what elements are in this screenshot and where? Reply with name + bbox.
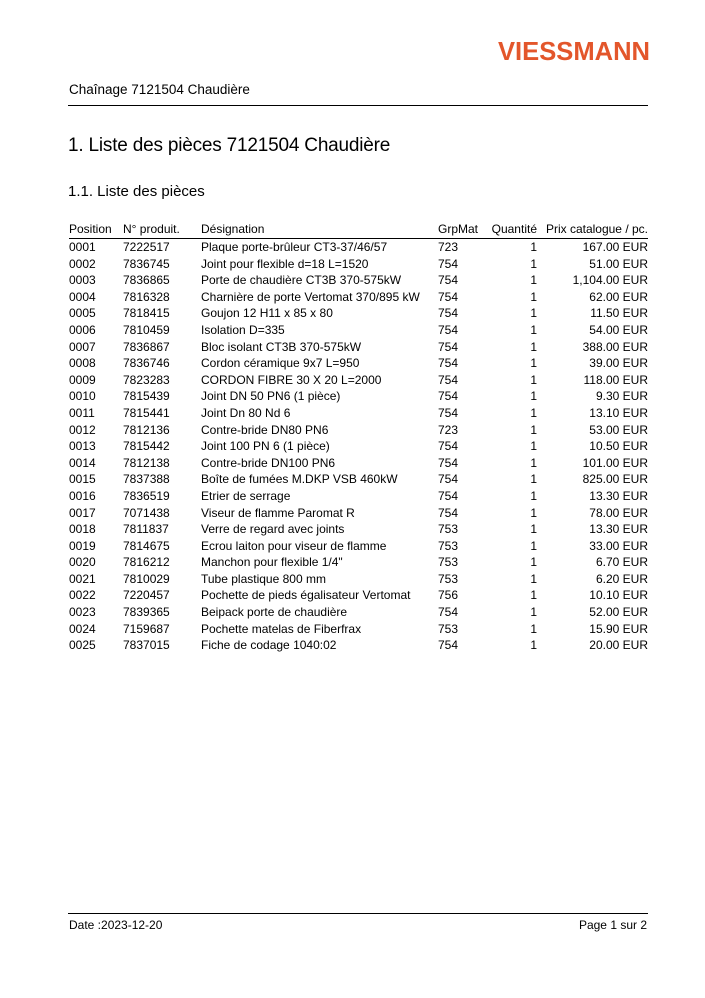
cell-quantity: 1: [530, 372, 537, 387]
cell-grpmat: 754: [438, 306, 459, 321]
table-row: [69, 471, 648, 488]
cell-product-number: 7810459: [123, 322, 170, 337]
cell-product-number: 7811837: [123, 522, 169, 537]
cell-price: 39.00 EUR: [589, 356, 648, 371]
table-row: [69, 339, 648, 356]
header-divider: [68, 105, 648, 106]
cell-position: 0020: [69, 555, 96, 570]
cell-position: 0024: [69, 621, 96, 636]
cell-product-number: 7818415: [123, 306, 170, 321]
table-row: [69, 621, 648, 638]
cell-product-number: 7815442: [123, 439, 170, 454]
cell-designation: Contre-bride DN80 PN6: [201, 422, 329, 437]
cell-product-number: 7159687: [123, 621, 170, 636]
cell-product-number: 7812136: [123, 422, 170, 437]
cell-grpmat: 754: [438, 322, 459, 337]
cell-price: 118.00 EUR: [583, 372, 648, 387]
cell-quantity: 1: [530, 472, 537, 487]
page-title: 1. Liste des pièces 7121504 Chaudière: [68, 135, 391, 156]
cell-price: 825.00 EUR: [582, 472, 648, 487]
cell-price: 54.00 EUR: [589, 322, 648, 337]
cell-grpmat: 754: [438, 472, 459, 487]
cell-price: 101.00 EUR: [582, 455, 648, 470]
cell-product-number: 7815441: [123, 405, 170, 420]
cell-designation: Verre de regard avec joints: [201, 522, 345, 537]
table-row: [69, 322, 648, 339]
table-row: [69, 405, 648, 422]
cell-product-number: 7071438: [123, 505, 170, 520]
svg-text:VIESSMANN: VIESSMANN: [498, 36, 650, 66]
col-header-designation: Désignation: [201, 221, 438, 239]
cell-quantity: 1: [530, 339, 537, 354]
table-row: [69, 455, 648, 472]
cell-grpmat: 723: [438, 422, 459, 437]
cell-position: 0017: [69, 505, 96, 520]
cell-product-number: 7816212: [123, 555, 170, 570]
cell-designation: Contre-bride DN100 PN6: [201, 455, 336, 470]
cell-quantity: 1: [530, 422, 537, 437]
cell-grpmat: 754: [438, 356, 459, 371]
col-header-product-number: N° produit.: [123, 221, 201, 239]
cell-designation: Bloc isolant CT3B 370-575kW: [201, 339, 362, 354]
cell-quantity: 1: [530, 605, 537, 620]
cell-position: 0007: [69, 339, 96, 354]
cell-position: 0011: [69, 405, 95, 420]
cell-product-number: 7222517: [123, 240, 170, 254]
cell-grpmat: 753: [438, 571, 459, 586]
cell-price: 10.50 EUR: [589, 439, 648, 454]
table-row: [69, 637, 648, 654]
cell-grpmat: 754: [438, 372, 459, 387]
table-row: [69, 488, 648, 505]
cell-designation: Porte de chaudière CT3B 370-575kW: [201, 273, 402, 288]
cell-designation: Joint Dn 80 Nd 6: [201, 405, 291, 420]
cell-designation: Viseur de flamme Paromat R: [201, 505, 355, 520]
cell-position: 0019: [69, 538, 96, 553]
cell-product-number: 7812138: [123, 455, 170, 470]
cell-quantity: 1: [530, 621, 537, 636]
cell-price: 167.00 EUR: [582, 240, 648, 254]
cell-quantity: 1: [530, 505, 537, 520]
viessmann-logo: [498, 34, 650, 68]
cell-position: 0023: [69, 605, 96, 620]
cell-product-number: 7814675: [123, 538, 170, 553]
cell-designation: Manchon pour flexible 1/4": [201, 555, 343, 570]
cell-designation: Cordon céramique 9x7 L=950: [201, 356, 360, 371]
cell-price: 1,104.00 EUR: [572, 273, 648, 288]
table-row: [69, 256, 648, 273]
cell-designation: Joint 100 PN 6 (1 pièce): [201, 439, 330, 454]
cell-product-number: 7836867: [123, 339, 170, 354]
cell-grpmat: 754: [438, 439, 459, 454]
table-row: [69, 372, 648, 389]
table-row: [69, 438, 648, 455]
cell-quantity: 1: [530, 389, 537, 404]
cell-price: 53.00 EUR: [589, 422, 648, 437]
cell-price: 13.10 EUR: [589, 405, 648, 420]
cell-quantity: 1: [530, 522, 537, 537]
table-row: [69, 305, 648, 322]
table-row: [69, 388, 648, 405]
cell-position: 0016: [69, 488, 96, 503]
cell-product-number: 7815439: [123, 389, 170, 404]
cell-product-number: 7823283: [123, 372, 170, 387]
cell-quantity: 1: [530, 289, 537, 304]
cell-quantity: 1: [530, 488, 537, 503]
cell-product-number: 7220457: [123, 588, 170, 603]
cell-quantity: 1: [530, 455, 537, 470]
cell-position: 0006: [69, 322, 96, 337]
cell-product-number: 7839365: [123, 605, 170, 620]
cell-product-number: 7836865: [123, 273, 170, 288]
table-row: [69, 422, 648, 439]
cell-designation: Plaque porte-brûleur CT3-37/46/57: [201, 240, 388, 254]
cell-price: 51.00 EUR: [589, 256, 648, 271]
cell-price: 33.00 EUR: [589, 538, 648, 553]
col-header-position: Position: [69, 221, 123, 239]
cell-grpmat: 754: [438, 405, 459, 420]
col-header-grpmat: GrpMat: [438, 221, 490, 239]
table-row: [69, 604, 648, 621]
document-header-title: Chaînage 7121504 Chaudière: [69, 82, 250, 97]
parts-table-body: [69, 239, 648, 654]
cell-price: 13.30 EUR: [589, 488, 648, 503]
cell-quantity: 1: [530, 538, 537, 553]
cell-position: 0021: [69, 571, 96, 586]
cell-quantity: 1: [530, 240, 537, 254]
table-row: [69, 272, 648, 289]
cell-position: 0004: [69, 289, 96, 304]
cell-designation: Tube plastique 800 mm: [201, 571, 326, 586]
cell-quantity: 1: [530, 588, 537, 603]
cell-price: 6.20 EUR: [595, 571, 648, 586]
cell-product-number: 7810029: [123, 571, 170, 586]
table-row: [69, 571, 648, 588]
cell-quantity: 1: [530, 273, 537, 288]
cell-quantity: 1: [530, 322, 537, 337]
parts-table: [69, 221, 648, 654]
cell-price: 15.90 EUR: [589, 621, 648, 636]
col-header-price: Prix catalogue / pc.: [537, 221, 648, 239]
cell-grpmat: 753: [438, 522, 459, 537]
cell-position: 0014: [69, 455, 96, 470]
cell-quantity: 1: [530, 571, 537, 586]
cell-grpmat: 754: [438, 605, 459, 620]
cell-product-number: 7836745: [123, 256, 170, 271]
cell-grpmat: 754: [438, 505, 459, 520]
cell-designation: CORDON FIBRE 30 X 20 L=2000: [201, 372, 382, 387]
cell-designation: Isolation D=335: [201, 322, 285, 337]
cell-grpmat: 754: [438, 455, 459, 470]
cell-grpmat: 754: [438, 273, 459, 288]
cell-position: 0009: [69, 372, 96, 387]
cell-designation: Etrier de serrage: [201, 488, 291, 503]
cell-price: 11.50 EUR: [590, 306, 648, 321]
cell-position: 0012: [69, 422, 96, 437]
cell-quantity: 1: [530, 555, 537, 570]
table-row: [69, 239, 648, 256]
cell-designation: Beipack porte de chaudière: [201, 605, 348, 620]
cell-designation: Boîte de fumées M.DKP VSB 460kW: [201, 472, 398, 487]
table-row: [69, 538, 648, 555]
table-row: [69, 587, 648, 604]
cell-price: 388.00 EUR: [582, 339, 648, 354]
table-header-row: [69, 221, 648, 239]
cell-grpmat: 753: [438, 538, 459, 553]
cell-grpmat: 753: [438, 555, 459, 570]
table-row: [69, 521, 648, 538]
table-row: [69, 505, 648, 522]
cell-position: 0008: [69, 356, 96, 371]
cell-designation: Goujon 12 H11 x 85 x 80: [201, 306, 333, 321]
cell-price: 20.00 EUR: [589, 638, 648, 653]
cell-position: 0001: [69, 240, 96, 254]
cell-grpmat: 754: [438, 389, 459, 404]
cell-grpmat: 754: [438, 289, 459, 304]
cell-position: 0015: [69, 472, 96, 487]
table-row: [69, 289, 648, 306]
cell-quantity: 1: [530, 356, 537, 371]
cell-designation: Fiche de codage 1040:02: [201, 638, 337, 653]
cell-grpmat: 754: [438, 488, 459, 503]
cell-position: 0005: [69, 306, 96, 321]
cell-product-number: 7837015: [123, 638, 170, 653]
cell-position: 0003: [69, 273, 96, 288]
cell-price: 52.00 EUR: [589, 605, 648, 620]
cell-position: 0025: [69, 638, 96, 653]
cell-quantity: 1: [530, 256, 537, 271]
cell-quantity: 1: [530, 306, 537, 321]
cell-grpmat: 754: [438, 256, 459, 271]
cell-designation: Charnière de porte Vertomat 370/895 kW: [201, 289, 420, 304]
footer-divider: [68, 913, 648, 914]
cell-product-number: 7837388: [123, 472, 170, 487]
cell-grpmat: 756: [438, 588, 459, 603]
cell-price: 13.30 EUR: [589, 522, 648, 537]
cell-designation: Ecrou laiton pour viseur de flamme: [201, 538, 387, 553]
cell-position: 0022: [69, 588, 96, 603]
section-title: 1.1. Liste des pièces: [68, 183, 205, 200]
table-row: [69, 554, 648, 571]
cell-position: 0010: [69, 389, 96, 404]
cell-grpmat: 753: [438, 621, 459, 636]
cell-designation: Joint DN 50 PN6 (1 pièce): [201, 389, 341, 404]
cell-price: 62.00 EUR: [589, 289, 648, 304]
cell-grpmat: 754: [438, 638, 459, 653]
cell-designation: Pochette de pieds égalisateur Vertomat: [201, 588, 411, 603]
cell-price: 78.00 EUR: [589, 505, 648, 520]
cell-position: 0018: [69, 522, 96, 537]
cell-designation: Pochette matelas de Fiberfrax: [201, 621, 362, 636]
cell-product-number: 7816328: [123, 289, 170, 304]
cell-quantity: 1: [530, 405, 537, 420]
col-header-quantity: Quantité: [490, 221, 537, 239]
cell-quantity: 1: [530, 439, 537, 454]
cell-grpmat: 723: [438, 240, 459, 254]
cell-product-number: 7836746: [123, 356, 170, 371]
cell-grpmat: 754: [438, 339, 459, 354]
cell-designation: Joint pour flexible d=18 L=1520: [201, 256, 369, 271]
cell-product-number: 7836519: [123, 488, 170, 503]
cell-price: 10.10 EUR: [589, 588, 648, 603]
cell-position: 0013: [69, 439, 96, 454]
cell-position: 0002: [69, 256, 96, 271]
cell-price: 9.30 EUR: [595, 389, 648, 404]
cell-quantity: 1: [530, 638, 537, 653]
footer-date: Date :2023-12-20: [69, 918, 163, 932]
cell-price: 6.70 EUR: [595, 555, 648, 570]
footer-page-number: Page 1 sur 2: [578, 918, 647, 932]
table-row: [69, 355, 648, 372]
